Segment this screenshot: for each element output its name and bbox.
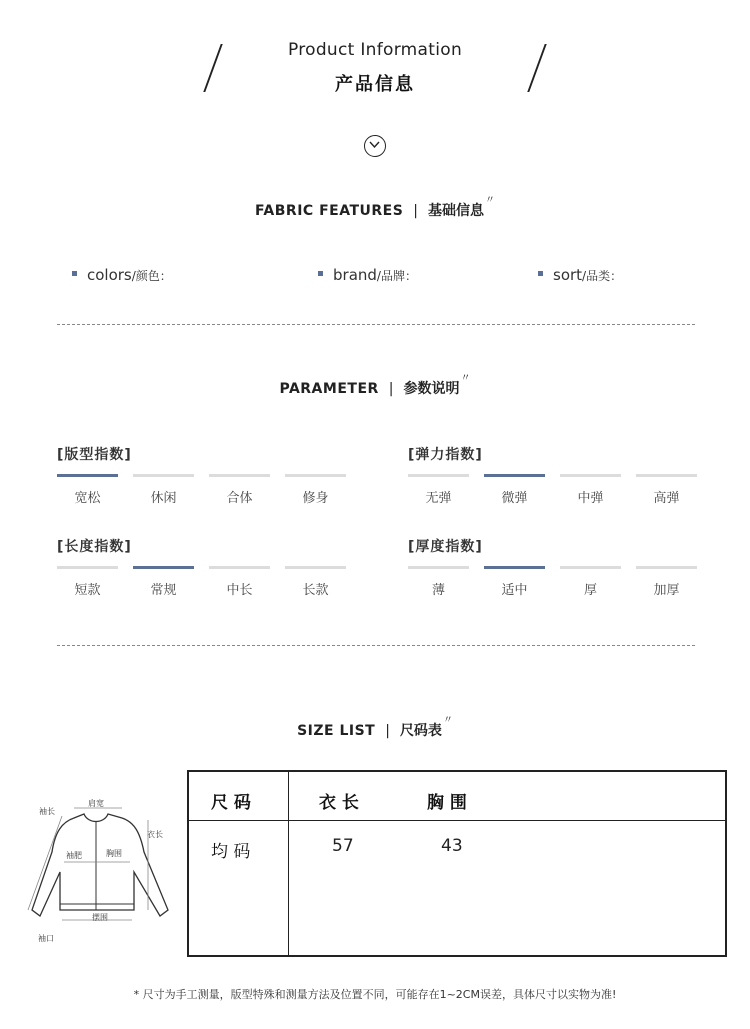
header-size: 尺 码 [211, 793, 251, 813]
size-section-title: SIZE LIST | 尺码表〃 [297, 715, 453, 739]
param-option [57, 474, 118, 506]
size-table [187, 770, 727, 957]
feature-brand [318, 266, 417, 284]
feature-colors-en: colors [87, 266, 132, 284]
param-option [209, 566, 270, 598]
param-option-label: 合体 [226, 491, 253, 506]
param-indicator [560, 474, 621, 477]
fabric-title-cn: 基础信息 [428, 203, 485, 219]
label-sleeve: 袖长 [39, 807, 55, 816]
param-option [285, 566, 346, 598]
feature-brand-cn: /品牌： [376, 269, 417, 283]
param-option [133, 566, 194, 598]
header-title-cn: 产品信息 [335, 74, 415, 95]
param-option-label: 厚 [583, 583, 597, 598]
param-option [133, 474, 194, 506]
parameter-title-en: PARAMETER [279, 381, 379, 397]
param-option-label: 宽松 [74, 491, 101, 506]
param-option [285, 474, 346, 506]
size-title-cn: 尺码表 [399, 723, 442, 739]
header-title-en: Product Information [287, 40, 463, 60]
feature-sort-en: sort [553, 266, 583, 284]
param-option-label: 薄 [431, 583, 445, 598]
param-indicator [57, 566, 118, 569]
table-divider [288, 772, 289, 955]
fabric-title-en: FABRIC FEATURES [254, 203, 404, 219]
param-option-label: 修身 [302, 491, 329, 506]
param-indicator [209, 474, 270, 477]
row-length-value: 57 [332, 836, 354, 856]
label-cuff: 袖口 [38, 934, 54, 943]
header-chest: 胸 围 [427, 793, 467, 813]
param-indicator [408, 474, 469, 477]
param-option [560, 474, 621, 506]
param-option-label: 长款 [302, 583, 329, 598]
bullet-icon [318, 271, 323, 276]
param-option [408, 474, 469, 506]
row-size: 均 码 [211, 842, 251, 862]
param-indicator-active [484, 474, 545, 477]
label-shoulder: 肩宽 [88, 799, 104, 808]
table-divider [189, 820, 725, 821]
label-hem: 摆围 [92, 913, 108, 922]
chevron-down-icon [364, 135, 386, 157]
param-option [209, 474, 270, 506]
param-indicator [285, 474, 346, 477]
param-option-label: 短款 [74, 583, 101, 598]
param-option-label: 无弹 [425, 491, 452, 506]
jacket-size-diagram [22, 792, 172, 947]
param-option [636, 566, 697, 598]
param-option-label: 微弹 [501, 491, 528, 506]
feature-colors-cn: /颜色： [131, 269, 172, 283]
param-option-label: 加厚 [653, 583, 680, 598]
param-option [484, 566, 545, 598]
param-option-label: 休闲 [150, 491, 177, 506]
param-group-label: [版型指数] [57, 447, 132, 463]
feature-brand-en: brand [333, 266, 377, 284]
quote-mark-icon: 〃 [442, 715, 453, 726]
param-option [560, 566, 621, 598]
quote-mark-icon: 〃 [485, 195, 496, 206]
param-option [57, 566, 118, 598]
divider [57, 324, 695, 325]
parameter-title-cn: 参数说明 [403, 381, 460, 397]
param-group-label: [弹力指数] [408, 447, 483, 463]
param-group-label: [厚度指数] [408, 539, 483, 555]
quote-mark-icon: 〃 [460, 373, 471, 384]
fabric-section-title: FABRIC FEATURES | 基础信息〃 [254, 195, 496, 219]
param-option [636, 474, 697, 506]
header-length: 衣 长 [319, 793, 359, 813]
feature-sort [538, 266, 622, 284]
param-option [408, 566, 469, 598]
feature-colors [72, 266, 172, 284]
param-indicator [209, 566, 270, 569]
label-bicep: 袖肥 [66, 851, 82, 860]
param-option [484, 474, 545, 506]
param-option-label: 中弹 [577, 491, 604, 506]
param-indicator-active [57, 474, 118, 477]
feature-sort-cn: /品类： [582, 269, 623, 283]
param-indicator [636, 566, 697, 569]
param-indicator [133, 474, 194, 477]
row-chest-value: 43 [441, 836, 463, 856]
param-option-label: 适中 [501, 583, 528, 598]
param-option-label: 常规 [150, 583, 177, 598]
label-length: 衣长 [147, 830, 163, 839]
param-indicator-active [484, 566, 545, 569]
bullet-icon [538, 271, 543, 276]
param-indicator [560, 566, 621, 569]
size-title-en: SIZE LIST [297, 723, 376, 739]
parameter-section-title: PARAMETER | 参数说明〃 [279, 373, 471, 397]
footer-note: * 尺寸为手工测量，版型特殊和测量方法及位置不同，可能存在1~2CM误差，具体尺寸以实物为准! [133, 988, 617, 1001]
label-chest: 胸围 [106, 849, 122, 858]
bullet-icon [72, 271, 77, 276]
param-indicator-active [133, 566, 194, 569]
param-option-label: 高弹 [653, 491, 680, 506]
param-indicator [636, 474, 697, 477]
param-indicator [408, 566, 469, 569]
param-indicator [285, 566, 346, 569]
divider [57, 645, 695, 646]
param-group-label: [长度指数] [57, 539, 132, 555]
param-option-label: 中长 [226, 583, 253, 598]
